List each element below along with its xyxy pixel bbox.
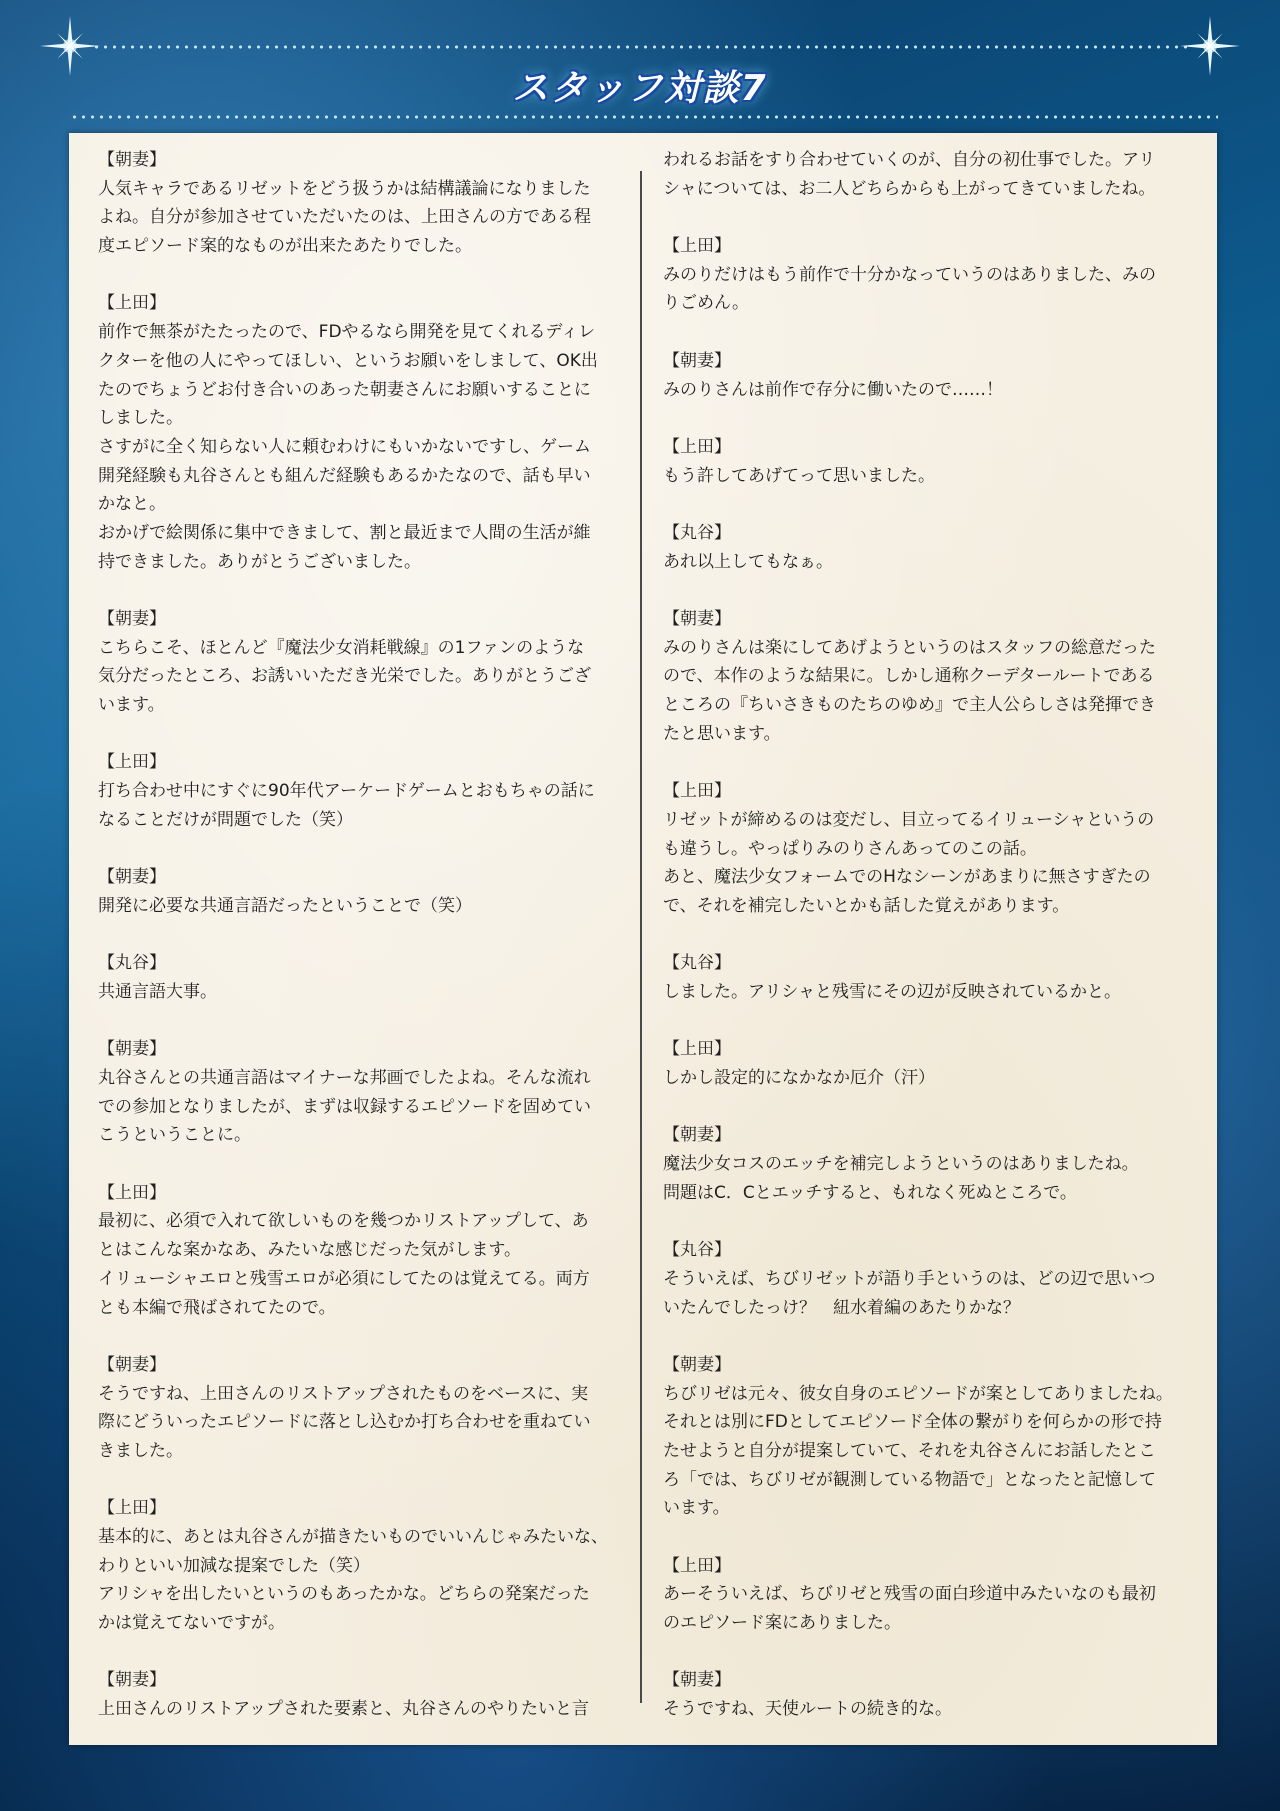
paragraph-gap	[98, 576, 628, 605]
decorative-dot-border-top	[92, 44, 1188, 50]
text-line: 開発経験も丸谷さんとも組んだ経験もあるかたなので、話も早い	[98, 465, 591, 486]
text-line: おかげで絵関係に集中できまして、割と最近まで人間の生活が維	[98, 522, 591, 543]
paragraph-gap	[663, 1207, 1198, 1236]
speaker-label: 【上田】	[98, 293, 166, 314]
text-line: アリシャを出したいというのもあったかな。どちらの発案だった	[98, 1584, 590, 1605]
paragraph-gap	[663, 1638, 1198, 1667]
text-line: 気分だったところ、お誘いいただき光栄でした。ありがとうござ	[98, 666, 591, 687]
paragraph-gap	[98, 1150, 628, 1179]
speaker-label: 【上田】	[663, 236, 731, 257]
speaker-label: 【丸谷】	[663, 522, 731, 543]
text-line: 基本的に、あとは丸谷さんが描きたいものでいいんじゃみたいな、	[98, 1527, 608, 1547]
text-line: しました。アリシャと残雪にその辺が反映されているかと。	[663, 981, 1121, 1002]
text-line: みのりさんは前作で存分に働いたので……！	[663, 379, 1003, 400]
speaker-label: 【朝妻】	[98, 609, 166, 629]
text-line: あーそういえば、ちびリゼと残雪の面白珍道中みたいなのも最初	[663, 1584, 1156, 1605]
paragraph-gap	[98, 261, 628, 290]
page-title: スタッフ対談7	[512, 68, 768, 109]
text-line: 前作で無茶がたたったので、FDやるなら開発を見てくれるディレ	[98, 322, 596, 343]
text-line: みのりさんは楽にしてあげようというのはスタッフの総意だった	[663, 637, 1156, 658]
paragraph-gap	[98, 1638, 628, 1667]
paragraph-gap	[98, 1007, 628, 1036]
text-line: みのりだけはもう前作で十分かなっていうのはありました、みの	[663, 264, 1156, 285]
text-line: そうですね、上田さんのリストアップされたものをベースに、実	[98, 1383, 589, 1404]
speaker-label: 【朝妻】	[663, 609, 731, 629]
speaker-label: 【朝妻】	[98, 150, 166, 170]
text-line: イリューシャエロと残雪エロが必須にしてたのは覚えてる。両方	[98, 1268, 590, 1289]
text-line: ちびリゼは元々、彼女自身のエピソードが案としてありましたね。	[663, 1383, 1173, 1404]
paragraph-gap	[663, 1322, 1198, 1351]
text-line: 人気キャラであるリゼットをどう扱うかは結構議論になりました	[98, 178, 591, 199]
right-column	[663, 146, 1198, 1724]
speaker-label: 【上田】	[663, 436, 731, 457]
speaker-label: 【朝妻】	[663, 1125, 731, 1146]
text-line: います。	[98, 695, 165, 716]
text-line: 持できました。ありがとうございました。	[98, 551, 421, 572]
text-line: しました。	[98, 408, 183, 429]
speaker-label: 【上田】	[663, 781, 731, 802]
text-line: 際にどういったエピソードに落とし込むか打ち合わせを重ねてい	[98, 1412, 591, 1433]
text-line: われるお話をすり合わせていくのが、自分の初仕事でした。アリ	[663, 150, 1156, 170]
text-line: さすがに全く知らない人に頼むわけにもいかないですし、ゲーム	[98, 436, 591, 457]
speaker-label: 【朝妻】	[663, 1670, 731, 1691]
speaker-label: 【朝妻】	[98, 867, 166, 888]
paragraph-gap	[663, 490, 1198, 519]
speaker-label: 【上田】	[98, 752, 166, 773]
text-line: なることだけが問題でした（笑）	[98, 809, 353, 830]
text-line: たせようと自分が提案していて、それを丸谷さんにお話したとこ	[663, 1440, 1156, 1461]
speaker-label: 【上田】	[663, 1555, 731, 1576]
paragraph-gap	[663, 404, 1198, 433]
left-column	[98, 146, 628, 1724]
text-line: で、それを補完したいとかも話した覚えがあります。	[663, 895, 1070, 916]
text-line: 丸谷さんとの共通言語はマイナーな邦画でしたよね。そんな流れ	[98, 1068, 591, 1088]
speaker-label: 【上田】	[663, 1039, 731, 1060]
text-line: わりといい加減な提案でした（笑）	[98, 1555, 370, 1576]
article-panel	[69, 133, 1217, 1745]
paragraph-gap	[663, 203, 1198, 232]
column-divider	[640, 171, 642, 1703]
text-line: こちらこそ、ほとんど『魔法少女消耗戦線』の1ファンのような	[98, 637, 585, 658]
paragraph-gap	[98, 921, 628, 950]
text-line: 度エピソード案的なものが出来たあたりでした。	[98, 236, 472, 257]
text-line: 共通言語大事。	[98, 981, 217, 1002]
speaker-label: 【丸谷】	[663, 1240, 731, 1261]
text-line: 最初に、必須で入れて欲しいものを幾つかリストアップして、あ	[98, 1211, 589, 1232]
speaker-label: 【朝妻】	[98, 1670, 166, 1691]
text-line: 打ち合わせ中にすぐに90年代アーケードゲームとおもちゃの話に	[98, 781, 595, 802]
text-line: かは覚えてないですが。	[98, 1613, 285, 1634]
text-line: ので、本作のような結果に。しかし通称クーデタールートである	[663, 666, 1155, 687]
speaker-label: 【朝妻】	[663, 350, 731, 371]
paragraph-gap	[663, 921, 1198, 950]
text-line: そういえば、ちびリゼットが語り手というのは、どの辺で思いつ	[663, 1268, 1156, 1289]
text-line: 問題はC．Cとエッチすると、もれなく死ぬところで。	[663, 1182, 1077, 1203]
paragraph-gap	[98, 1466, 628, 1495]
text-line: きました。	[98, 1440, 183, 1461]
speaker-label: 【丸谷】	[98, 953, 166, 974]
speaker-label: 【上田】	[98, 1498, 166, 1519]
paragraph-gap	[663, 1007, 1198, 1036]
speaker-label: 【丸谷】	[663, 953, 731, 974]
text-line: リゼットが締めるのは変だし、目立ってるイリューシャというの	[663, 809, 1155, 830]
speaker-label: 【朝妻】	[663, 1354, 731, 1375]
speaker-label: 【朝妻】	[98, 1039, 166, 1060]
text-line: かなと。	[98, 494, 166, 515]
text-line: あと、魔法少女フォームでのHなシーンがあまりに無さすぎたの	[663, 867, 1151, 888]
text-line: シャについては、お二人どちらからも上がってきていましたね。	[663, 178, 1156, 199]
text-line: りごめん。	[663, 293, 750, 314]
text-line: いたんでしたっけ？ 紐水着編のあたりかな？	[663, 1297, 1020, 1318]
text-line: のエピソード案にありました。	[663, 1613, 901, 1634]
paragraph-gap	[663, 318, 1198, 347]
paragraph-gap	[663, 576, 1198, 605]
text-line: ところの『ちいさきものたちのゆめ』で主人公らしさは発揮でき	[663, 695, 1156, 716]
text-line: での参加となりましたが、まずは収録するエピソードを固めてい	[98, 1096, 591, 1117]
paragraph-gap	[98, 1322, 628, 1351]
text-line: 上田さんのリストアップされた要素と、丸谷さんのやりたいと言	[98, 1699, 589, 1720]
text-line: クターを他の人にやってほしい、というお願いをしまして、OK出	[98, 350, 598, 371]
text-line: 魔法少女コスのエッチを補完しようというのはありましたね。	[663, 1154, 1139, 1175]
text-line: もう許してあげてって思いました。	[663, 465, 935, 486]
paragraph-gap	[663, 748, 1198, 777]
speaker-label: 【上田】	[98, 1182, 166, 1203]
text-line: たと思います。	[663, 723, 781, 744]
text-line: とも本編で飛ばされてたので。	[98, 1297, 336, 1318]
text-line: います。	[663, 1498, 730, 1519]
text-line: も違うし。やっぱりみのりさんあってのこの話。	[663, 838, 1037, 859]
text-line: たのでちょうどお付き合いのあった朝妻さんにお願いすることに	[98, 379, 591, 400]
text-line: 開発に必要な共通言語だったということで（笑）	[98, 895, 472, 916]
decorative-dot-border-bottom	[70, 114, 1218, 120]
text-line: とはこんな案かなあ、みたいな感じだった気がします。	[98, 1240, 521, 1261]
paragraph-gap	[98, 720, 628, 749]
paragraph-gap	[663, 1093, 1198, 1122]
text-line: ろ「では、ちびリゼが観測している物語で」となったと記憶して	[663, 1469, 1156, 1490]
text-line: よね。自分が参加させていただいたのは、上田さんの方である程	[98, 207, 591, 228]
paragraph-gap	[98, 835, 628, 864]
text-line: それとは別にFDとしてエピソード全体の繋がりを何らかの形で持	[663, 1412, 1162, 1433]
text-line: しかし設定的になかなか厄介（汗）	[663, 1068, 935, 1088]
speaker-label: 【朝妻】	[98, 1354, 166, 1375]
paragraph-gap	[663, 1523, 1198, 1552]
text-line: こうということに。	[98, 1125, 251, 1146]
text-line: そうですね、天使ルートの続き的な。	[663, 1699, 952, 1720]
text-line: あれ以上してもなぁ。	[663, 551, 833, 572]
